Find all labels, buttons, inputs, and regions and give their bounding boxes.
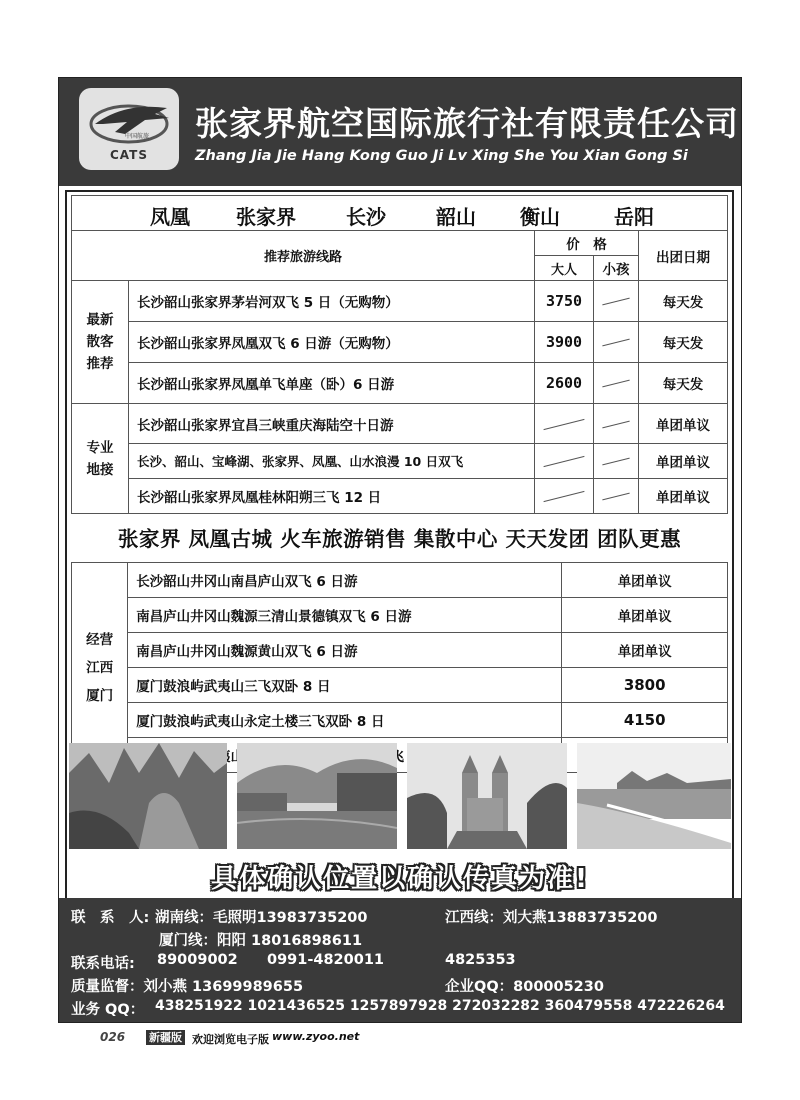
phone-label: 联系电话: (71, 956, 135, 972)
scenery-photos (69, 743, 731, 849)
city-label: 张家界 (236, 205, 296, 229)
quality-supervisor: 质量监督：刘小燕 13699989655 (71, 979, 304, 995)
cities-bar (71, 195, 728, 231)
routes-table (71, 230, 728, 514)
route-price: 4150 (562, 703, 728, 738)
confirmation-note: 具体确认位置以确认传真为准! (211, 864, 589, 894)
company-name-en: Zhang Jia Jie Hang Kong Guo Ji Lv Xing She You Xian Gong Si (195, 148, 688, 164)
adult-price: 3750 (535, 281, 594, 322)
route-price: 3800 (562, 668, 728, 703)
xiamen-contact: 厦门线：阳阳 18016898611 (159, 933, 363, 949)
route-price: 单团单议 (562, 633, 728, 668)
photo-church (407, 743, 567, 849)
route-cell: 长沙、韶山、宝峰湖、张家界、凤凰、山水浪漫 10 日双飞 (129, 444, 535, 479)
phone-number: 0991-4820011 (267, 952, 384, 968)
jiangxi-table (71, 562, 728, 773)
departure-date: 每天发 (639, 363, 728, 404)
adult-price-empty (535, 444, 594, 479)
route-cell: 长沙韶山张家界凤凰桂林阳朔三飞 12 日 (129, 479, 535, 514)
category-jiangxi: 经营 江西 厦门 (72, 563, 128, 773)
logo-small-text: 中国航旅 (125, 133, 150, 140)
welcome-text: 欢迎浏览电子版 (192, 1033, 269, 1046)
photo-mountain (69, 743, 227, 849)
route-price: 单团单议 (562, 598, 728, 633)
photo-beach (577, 743, 731, 849)
departure-date: 单团单议 (639, 479, 728, 514)
adult-header: 大人 (535, 256, 594, 281)
adult-price: 3900 (535, 322, 594, 363)
departure-date: 单团单议 (639, 404, 728, 444)
child-price-empty (594, 281, 639, 322)
route-cell: 长沙韶山张家界凤凰单飞单座（卧）6 日游 (129, 363, 535, 404)
child-price-empty (594, 363, 639, 404)
advert-sheet (58, 77, 742, 1023)
route-cell: 厦门鼓浪屿武夷山永定土楼三飞双卧 8 日 (128, 703, 562, 738)
route-cell: 南昌庐山井冈山魏源三清山景德镇双飞 6 日游 (128, 598, 562, 633)
contact-block (59, 898, 741, 1022)
hunan-contact: 湖南线：毛照明13983735200 (155, 910, 368, 926)
corporate-qq: 企业QQ：800005230 (445, 979, 604, 995)
child-price-empty (594, 479, 639, 514)
child-price-empty (594, 322, 639, 363)
website-link[interactable]: www.zyoo.net (272, 1030, 360, 1043)
airplane-icon (85, 94, 173, 146)
route-cell: 长沙韶山张家界凤凰双飞 6 日游（无购物） (129, 322, 535, 363)
company-logo (79, 88, 179, 170)
header-banner (59, 78, 741, 186)
category-local: 专业 地接 (72, 404, 129, 514)
child-header: 小孩 (594, 256, 639, 281)
route-cell: 长沙韶山张家界茅岩河双飞 5 日（无购物） (129, 281, 535, 322)
photo-river-town (237, 743, 397, 849)
edition-badge: 新疆版 (146, 1030, 185, 1045)
city-label: 凤凰 (150, 205, 190, 229)
phone-number: 4825353 (445, 952, 516, 968)
page-number: 026 (100, 1030, 126, 1044)
route-price: 单团单议 (562, 563, 728, 598)
adult-price-empty (535, 404, 594, 444)
route-header: 推荐旅游线路 (72, 231, 535, 281)
route-cell: 长沙韶山井冈山南昌庐山双飞 6 日游 (128, 563, 562, 598)
city-label: 长沙 (346, 205, 386, 229)
city-label: 衡山 (520, 205, 560, 229)
city-label: 韶山 (436, 205, 476, 229)
qq-label: 业务 QQ： (71, 1002, 145, 1018)
child-price-empty (594, 404, 639, 444)
qq-numbers: 438251922 1021436525 1257897928 272032282 360479558 472226264 (155, 998, 725, 1014)
price-header: 价 格 (535, 231, 639, 256)
route-cell: 长沙韶山张家界宜昌三峡重庆海陆空十日游 (129, 404, 535, 444)
jiangxi-contact: 江西线：刘大燕13883735200 (445, 910, 658, 926)
adult-price: 2600 (535, 363, 594, 404)
departure-date: 每天发 (639, 322, 728, 363)
child-price-empty (594, 444, 639, 479)
logo-text: CATS (110, 148, 148, 162)
departure-date: 每天发 (639, 281, 728, 322)
departure-date: 单团单议 (639, 444, 728, 479)
city-label: 岳阳 (614, 205, 654, 229)
route-cell: 厦门鼓浪屿武夷山三飞双卧 8 日 (128, 668, 562, 703)
category-latest: 最新 散客 推荐 (72, 281, 129, 404)
adult-price-empty (535, 479, 594, 514)
phone-number: 89009002 (157, 952, 238, 968)
company-name-cn: 张家界航空国际旅行社有限责任公司 (195, 104, 739, 143)
route-cell: 南昌庐山井冈山魏源黄山双飞 6 日游 (128, 633, 562, 668)
contact-label: 联 系 人: (71, 910, 150, 926)
slogan-banner: 张家界 凤凰古城 火车旅游销售 集散中心 天天发团 团队更惠 (117, 527, 682, 551)
date-header: 出团日期 (639, 231, 728, 281)
